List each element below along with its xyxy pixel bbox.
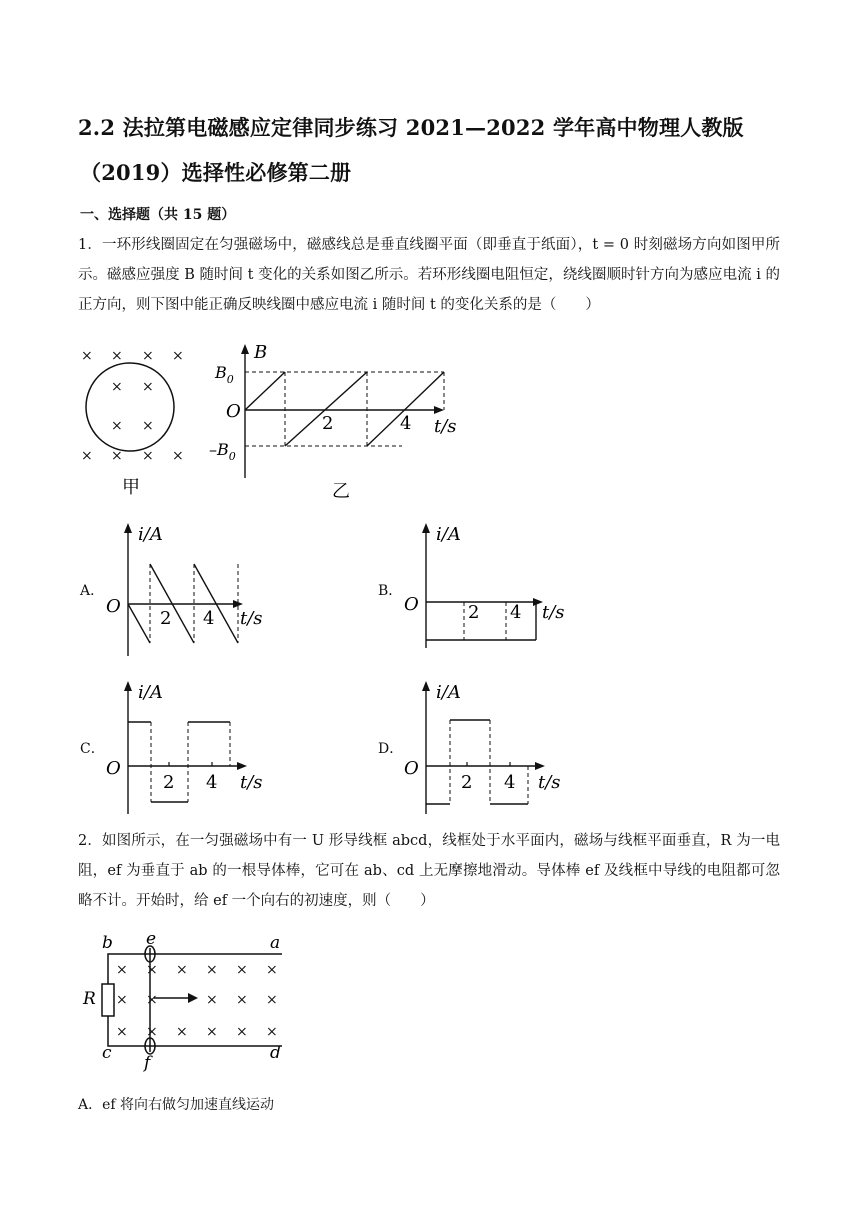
tick-4-label: 4 — [206, 772, 218, 793]
t-axis-arrow — [434, 406, 444, 414]
question-2-text: 2．如图所示，在一匀强磁场中有一 U 形导线框 abcd，线框处于水平面内，磁场与线框平面垂直，R 为一电阻，ef 为垂直于 ab 的一根导体棒，它可在 ab、cd 上无摩擦地滑动。导体棒 ef 及线框中导线的电阻都可忽略不计。开始时，给 ef 一个向右的初速度，则（ ） — [78, 833, 780, 909]
t-axis-label: t/s — [538, 772, 561, 793]
field-x-mark: × — [172, 448, 184, 464]
field-x-mark: × — [176, 962, 188, 978]
tick-4-label: 4 — [203, 608, 215, 629]
tick-2-label: 2 — [160, 608, 172, 629]
figure-yi-caption: 乙 — [332, 481, 350, 502]
field-x-mark: × — [146, 962, 158, 978]
y-axis-label: i/A — [436, 682, 461, 703]
option-d-graph[interactable] — [398, 676, 578, 818]
velocity-arrowhead — [188, 993, 198, 1003]
label-b: b — [102, 933, 113, 953]
origin-label: O — [106, 758, 121, 779]
b-axis-label: B — [254, 342, 268, 363]
field-x-mark: × — [176, 1024, 188, 1040]
option-a-graph[interactable] — [100, 518, 275, 660]
y-axis-label: i/A — [138, 524, 163, 545]
field-x-mark: × — [206, 1024, 218, 1040]
field-x-mark: × — [81, 448, 93, 464]
origin-label: O — [404, 594, 419, 615]
field-x-mark: × — [81, 348, 93, 364]
label-r: R — [83, 989, 96, 1009]
field-x-mark: × — [146, 992, 158, 1008]
field-x-mark: × — [111, 418, 123, 434]
coil-ring — [86, 363, 174, 451]
field-x-mark: × — [206, 962, 218, 978]
origin-label: O — [404, 758, 419, 779]
y-axis-label: i/A — [138, 682, 163, 703]
field-x-mark: × — [266, 992, 278, 1008]
field-x-mark: × — [172, 348, 184, 364]
origin-label: O — [226, 401, 241, 422]
figure-jia-caption: 甲 — [122, 477, 140, 498]
tick-4-label: 4 — [510, 602, 522, 623]
field-x-mark: × — [116, 1024, 128, 1040]
question-1-text: 1．一环形线圈固定在匀强磁场中，磁感线总是垂直线圈平面（即垂直于纸面），t = 0 时刻磁场方向如图甲所示。磁感应强度 B 随时间 t 变化的关系如图乙所示。若环形线圈电阻恒定，绕线圈顺时针方向为感应电流 i 的正方向，则下图中能正确反映线圈中感应电流 i 随时间 t 的变化关系的是（ ） — [78, 237, 780, 313]
option-c-label[interactable]: C． — [80, 741, 105, 757]
b0-label: $B_0$ — [215, 363, 234, 386]
guide-lines — [245, 372, 444, 446]
field-markers — [81, 348, 184, 464]
label-d: d — [270, 1043, 281, 1063]
u-frame-figure — [78, 928, 298, 1076]
option-d-label[interactable]: D． — [378, 741, 404, 757]
tick-2-label: 2 — [163, 772, 175, 793]
tick-4-label: 4 — [504, 772, 516, 793]
tick-2-label: 2 — [461, 772, 473, 793]
field-x-mark: × — [142, 448, 154, 464]
field-x-mark: × — [266, 1024, 278, 1040]
field-x-mark: × — [236, 1024, 248, 1040]
neg-b0-label: $-B_0$ — [209, 440, 236, 463]
option-a-label[interactable]: A． — [80, 583, 105, 599]
figure-jia — [70, 340, 200, 500]
field-x-mark: × — [142, 418, 154, 434]
field-x-mark: × — [111, 379, 123, 395]
q2-option-a[interactable]: A．ef 将向右做匀加速直线运动 — [78, 1097, 275, 1113]
field-x-mark: × — [236, 992, 248, 1008]
field-x-mark: × — [142, 348, 154, 364]
label-e: e — [146, 929, 157, 949]
b-waveform — [245, 372, 444, 446]
label-f: f — [144, 1053, 151, 1073]
rail-cd — [108, 1016, 282, 1046]
y-axis-label: i/A — [436, 524, 461, 545]
t-axis-label: t/s — [240, 608, 263, 629]
field-x-mark: × — [111, 348, 123, 364]
field-x-mark: × — [116, 962, 128, 978]
field-x-mark: × — [142, 379, 154, 395]
figure-yi — [209, 340, 472, 502]
t-axis-label: t/s — [542, 602, 565, 623]
field-x-mark: × — [146, 1024, 158, 1040]
tick-4-label: 4 — [400, 413, 412, 434]
label-c: c — [102, 1043, 112, 1063]
field-markers — [116, 962, 278, 1040]
t-axis-label: t/s — [434, 416, 457, 437]
tick-2-label: 2 — [322, 413, 334, 434]
field-x-mark: × — [266, 962, 278, 978]
section-heading: 一、选择题（共 15 题） — [80, 207, 236, 223]
document-title-line2: （2019）选择性必修第二册 — [80, 160, 352, 185]
field-x-mark: × — [116, 992, 128, 1008]
option-c-graph[interactable] — [100, 676, 275, 818]
option-b-label[interactable]: B． — [378, 583, 403, 599]
label-a: a — [270, 933, 281, 953]
origin-label: O — [106, 596, 121, 617]
field-x-mark: × — [206, 992, 218, 1008]
tick-2-label: 2 — [468, 602, 480, 623]
option-b-graph[interactable] — [398, 518, 578, 660]
field-x-mark: × — [236, 962, 248, 978]
t-axis-label: t/s — [240, 772, 263, 793]
resistor-r — [102, 984, 114, 1016]
field-x-mark: × — [111, 448, 123, 464]
rail-ab — [108, 954, 282, 984]
document-title-line1: 2.2 法拉第电磁感应定律同步练习 2021—2022 学年高中物理人教版 — [78, 115, 744, 140]
b-axis-arrow — [241, 344, 249, 354]
